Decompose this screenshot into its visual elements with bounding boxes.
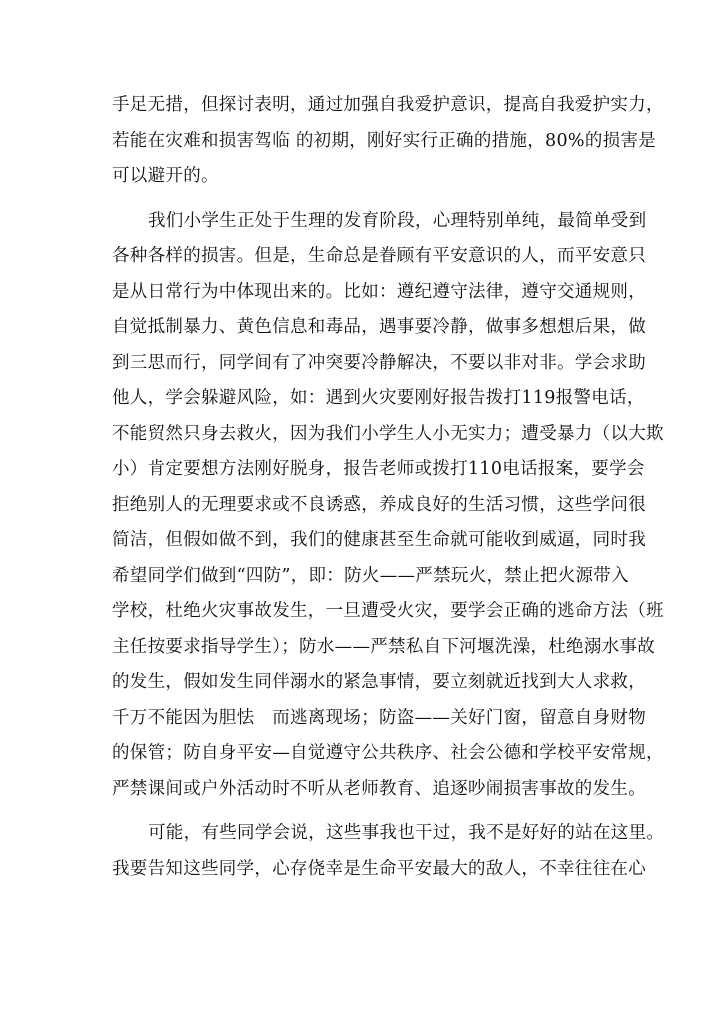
text-line: 希望同学们做到“四防”，即：防火——严禁玩火，禁止把火源带入: [112, 565, 629, 586]
text-line: 简洁，但假如做不到，我们的健康甚至生命就可能收到威逼，同时我: [112, 530, 646, 550]
text-line: 自觉抵制暴力、黄色信息和毒品，遇事要冷静，做事多想想后果，做: [112, 317, 646, 337]
text-line: 我要告知这些同学，心存侥幸是生命平安最大的敌人，不幸往往在心: [112, 858, 646, 879]
text-line: 的发生，假如发生同伴溺水的紧急事情，要立刻就近找到大人求救，: [112, 672, 646, 692]
text-line: 若能在灾难和损害驾临 的初期，刚好实行正确的措施，80%的损害是: [112, 130, 657, 151]
text-line: 到三思而行，同学间有了冲突要冷静解决，不要以非对非。学会求助: [112, 352, 646, 373]
text-line: 可以避开的。: [112, 166, 219, 186]
text-line: 主任按要求指导学生）；防水——严禁私自下河堰洗澡，杜绝溺水事故: [112, 636, 656, 657]
text-line: 他人，学会躲避风险，如：遇到火灾要刚好报告拨打119报警电话，: [112, 388, 645, 408]
text-line: 是从日常行为中体现出来的。比如：遵纪遵守法律，遵守交通规则，: [112, 281, 646, 302]
text-line: 小）肯定要想方法刚好脱身，报告老师或拨打110电话报案，要学会: [112, 459, 645, 479]
paragraph-1: [112, 88, 664, 195]
text-line: 拒绝别人的无理要求或不良诱惑，养成良好的生活习惯，这些学问很: [112, 494, 646, 515]
text-line: 手足无措，但探讨表明，通过加强自我爱护意识，提高自我爱护实力，: [112, 95, 664, 115]
body-text: [112, 88, 665, 887]
text-line: 学校，杜绝火灾事故发生，一旦遭受火灾，要学会正确的逃命方法（班: [112, 601, 664, 621]
text-line: 不能贸然只身去救火，因为我们小学生人小无实力；遭受暴力（以大欺: [112, 423, 664, 444]
text-line: 各种各样的损害。但是，生命总是眷顾有平安意识的人，而平安意只: [112, 246, 646, 266]
paragraph-3: [112, 816, 665, 887]
paragraph-2: [112, 204, 664, 808]
text-line: 千万不能因为胆怯 而逃离现场；防盗——关好门窗，留意自身财物: [112, 707, 646, 728]
text-line: 的保管；防自身平安—自觉遵守公共秩序、社会公德和学校平安常规，: [112, 743, 664, 763]
text-line: 严禁课间或户外活动时不听从老师教育、追逐吵闹损害事故的发生。: [112, 778, 646, 799]
text-line: 我们小学生正处于生理的发育阶段，心理特别单纯，最简单受到: [148, 210, 647, 231]
text-line: 可能，有些同学会说，这些事我也干过，我不是好好的站在这里。: [148, 823, 665, 843]
